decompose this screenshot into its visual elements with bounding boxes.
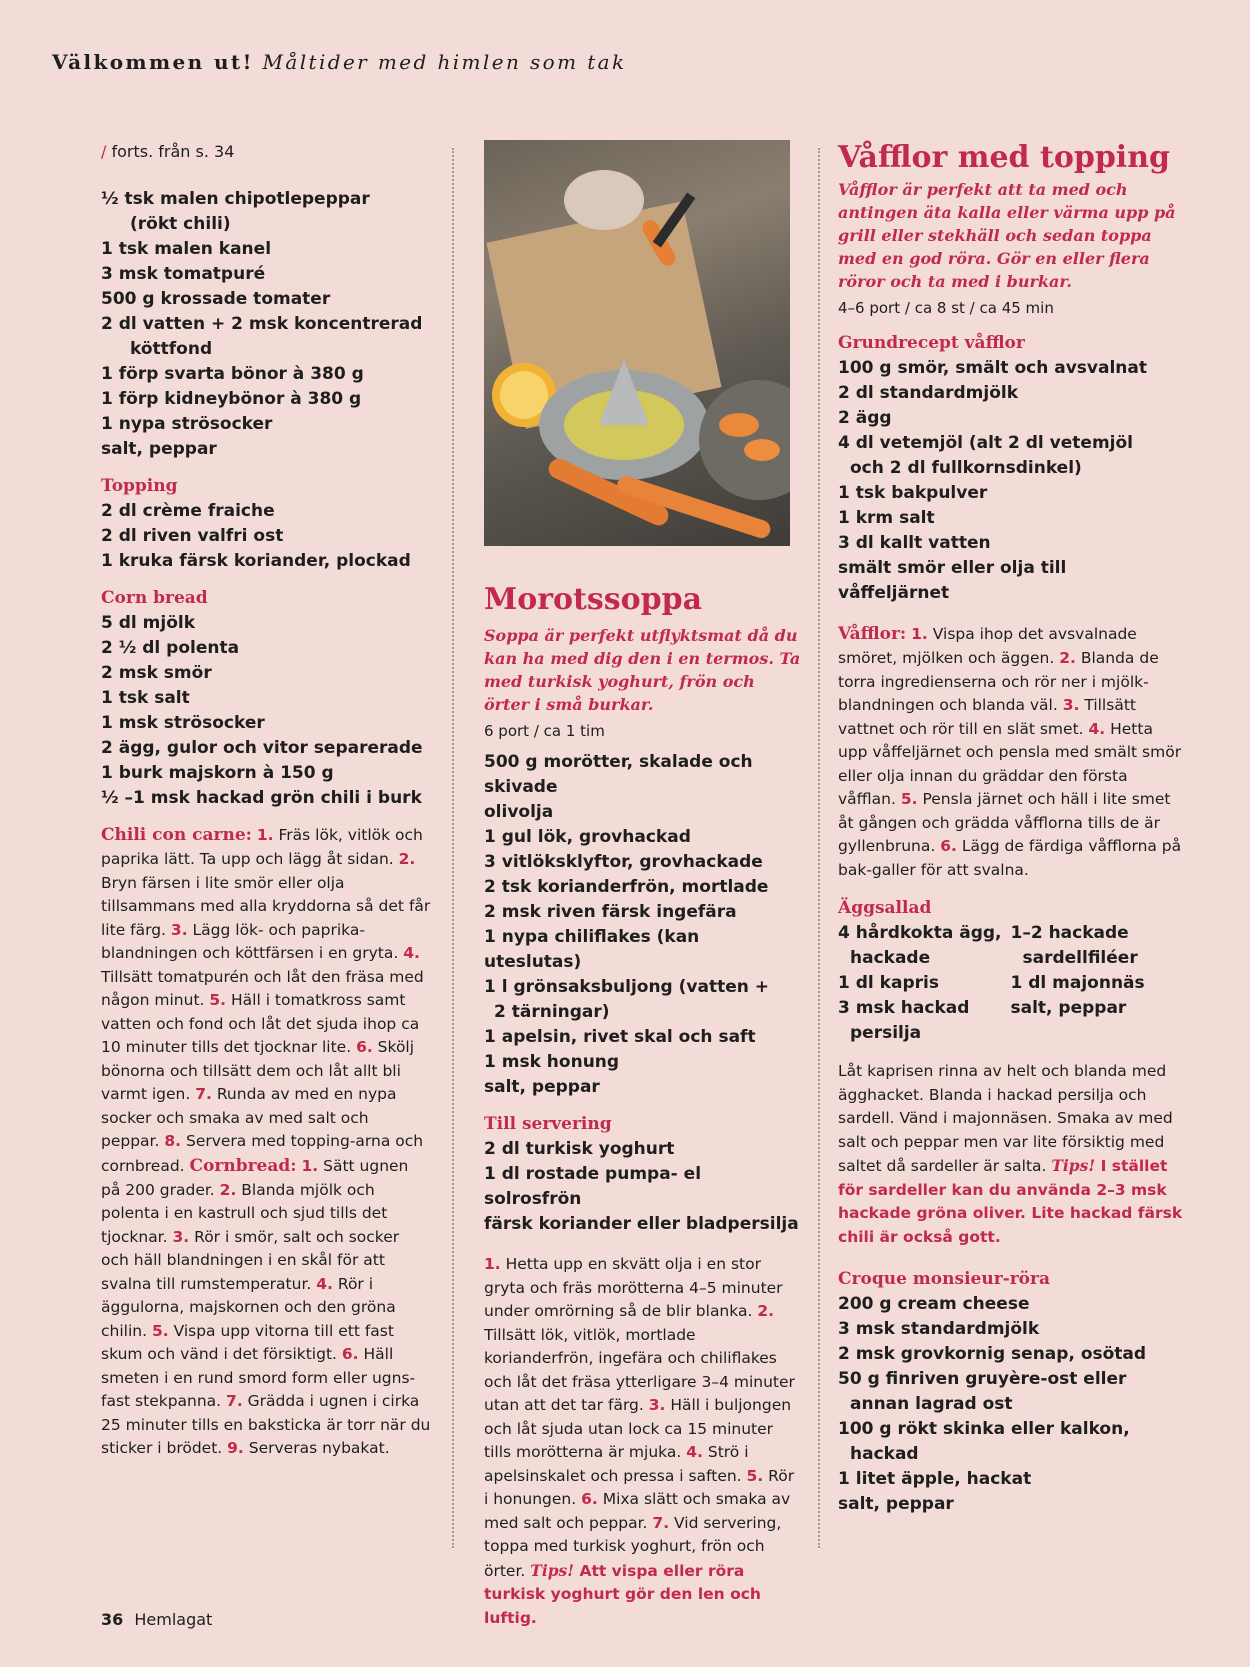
ingredient: olivolja xyxy=(484,802,554,822)
ingredient: 2 dl turkisk yoghurt xyxy=(484,1139,675,1159)
ingredient: 3 msk standardmjölk xyxy=(838,1319,1040,1339)
ingredient: och 2 dl fullkornsdinkel) xyxy=(850,458,1082,478)
chili-recipe-column xyxy=(101,140,431,1461)
step-text: Vispa ihop det avsvalnade smöret, mjölken och äggen. xyxy=(838,625,1137,667)
ingredient: 2 dl standardmjölk xyxy=(838,383,1019,403)
ingredient: (rökt chili) xyxy=(130,214,231,234)
topping-ingredients xyxy=(101,499,431,574)
step-number: 1. xyxy=(911,625,928,643)
ingredient: färsk koriander eller bladpersilja xyxy=(484,1214,799,1234)
step-text: Lägg de färdiga våfflorna på bak-galler för att svalna. xyxy=(838,837,1182,879)
step-text: Tillsätt lök, vitlök, mortlade korianderfrön, ingefära och chiliflakes och låt det fräsa ytterligare 3–4 minuter utan att det tar färg. xyxy=(484,1325,795,1414)
ingredient: 4 dl vetemjöl (alt 2 dl vetemjöl xyxy=(838,433,1133,453)
ingredient: 1 tsk bakpulver xyxy=(838,483,988,503)
step-number: 5. xyxy=(746,1466,764,1485)
soup-ingredients xyxy=(484,750,802,1100)
serving-heading: Till servering xyxy=(484,1114,612,1134)
method-heading: Chili con carne: xyxy=(101,825,252,845)
step-number: 4. xyxy=(686,1443,703,1461)
method-text: Låt kaprisen rinna av helt och blanda med ägghacket. Blanda i hackad persilja och sardell. Vänd i majonnäsen. Smaka av med salt och peppar men var lite försiktig med saltet då sardeller är salta. xyxy=(838,1062,1173,1175)
step-text: Vispa upp vitorna till ett fast skum och vänd i det försiktigt. xyxy=(101,1321,394,1363)
step-number: 5. xyxy=(900,790,918,808)
ingredient: 2 dl crème fraiche xyxy=(101,501,275,521)
waffle-intro: Våfflor är perfekt att ta med och antingen äta kalla eller värma upp på grill eller stekhäll och sedan toppa med en god röra. Gör en eller flera röror och ta med i burkar. xyxy=(838,180,1176,291)
basic-waffle-heading: Grundrecept våfflor xyxy=(838,333,1025,353)
ingredient: 5 dl mjölk xyxy=(101,613,196,633)
step-text: Sätt ugnen på 200 grader. xyxy=(101,1156,409,1199)
ingredient: 1 msk honung xyxy=(484,1052,620,1072)
topping-heading: Topping xyxy=(101,476,178,496)
step-number: 7. xyxy=(195,1085,212,1103)
step-number: 1. xyxy=(484,1255,501,1273)
carrot-soup-column xyxy=(484,140,802,1630)
waffle-method xyxy=(838,622,1183,882)
step-text: Rör i äggulorna, majskornen och den gröna chilin. xyxy=(101,1274,396,1340)
step-text: Vid servering, toppa med turkisk yoghurt, frön och örter. xyxy=(484,1513,782,1580)
ingredient: 200 g cream cheese xyxy=(838,1294,1030,1314)
croque-heading: Croque monsieur-röra xyxy=(838,1269,1050,1289)
step-number: 2. xyxy=(219,1180,237,1199)
ingredient: smält smör eller olja till våffeljärnet xyxy=(838,558,1067,603)
step-number: 5. xyxy=(151,1321,169,1340)
tips-label: Tips! xyxy=(530,1560,575,1580)
ingredient: 3 msk hackad xyxy=(838,998,970,1018)
step-number: 7. xyxy=(652,1513,670,1532)
chili-ingredients xyxy=(101,187,431,462)
ingredient: 1 gul lök, grovhackad xyxy=(484,827,691,847)
step-number: 2. xyxy=(1059,649,1076,667)
step-text: Hetta upp en skvätt olja i en stor gryta och fräs morötterna 4–5 minuter under omrörning så de blir blanka. xyxy=(484,1255,783,1320)
ingredient: persilja xyxy=(850,1023,922,1043)
step-number: 6. xyxy=(940,837,957,855)
step-number: 5. xyxy=(209,991,227,1009)
step-text: Häll i buljongen och låt sjuda utan lock ca 15 minuter tills morötterna är mjuka. xyxy=(484,1396,792,1461)
step-number: 2. xyxy=(398,850,416,868)
step-text: Blanda de torra ingredienserna och rör ner i mjölk-blandningen och blanda väl. xyxy=(838,649,1159,714)
header-subtitle: Måltider med himlen som tak xyxy=(262,50,627,74)
ingredient: 1 krm salt xyxy=(838,508,935,528)
step-text: Serveras nybakat. xyxy=(243,1439,390,1457)
step-text: Skölj bönorna och tillsätt dem och låt allt bli varmt igen. xyxy=(101,1038,415,1103)
step-text: Grädda i ugnen i cirka 25 minuter tills en baksticka är torr när du sticker i brödet. xyxy=(101,1392,431,1457)
tips-label: Tips! xyxy=(1051,1156,1096,1175)
ingredient: 3 msk tomatpuré xyxy=(101,264,266,284)
cornbread-heading: Corn bread xyxy=(101,588,208,608)
soup-method xyxy=(484,1253,802,1630)
waffle-meta: 4–6 port / ca 8 st / ca 45 min xyxy=(838,299,1054,317)
ingredient: 50 g finriven gruyère-ost eller xyxy=(838,1369,1127,1389)
step-number: 4. xyxy=(1088,719,1106,738)
method-heading: Cornbread: xyxy=(189,1155,297,1176)
tips-text: I stället för sardeller kan du använda 2–3 msk hackade gröna oliver. Lite hackad färsk chili är också gott. xyxy=(838,1157,1183,1246)
ingredient: 1 dl kapris xyxy=(838,973,939,993)
column-divider xyxy=(452,148,454,1548)
step-number: 4. xyxy=(316,1274,333,1293)
soup-intro: Soppa är perfekt utflyktsmat då du kan ha med dig den i en termos. Ta med turkisk yoghurt, frön och örter i små burkar. xyxy=(484,626,801,714)
step-text: Tillsätt vattnet och rör till en slät smet. xyxy=(838,696,1136,738)
ingredient: 2 ½ dl polenta xyxy=(101,638,240,658)
step-number: 3. xyxy=(172,1227,190,1246)
ingredient: salt, peppar xyxy=(1010,998,1127,1018)
ingredient: 1 kruka färsk koriander, plockad xyxy=(101,551,411,571)
step-text: Lägg lök- och paprika-blandningen och köttfärsen i en gryta. xyxy=(101,920,404,962)
ingredient: 2 dl vatten + 2 msk koncentrerad xyxy=(101,314,423,334)
step-text: Rör i smör, salt och socker och häll blandningen i en skål för att svalna till rumstemperatur. xyxy=(101,1227,400,1293)
ingredient: 2 ägg, gulor och vitor separerade xyxy=(101,738,423,758)
step-text: Häll i tomatkross samt vatten och fond och låt det sjuda ihop ca 10 minuter tills det tjocknar lite. xyxy=(101,991,420,1056)
ingredient: 2 msk smör xyxy=(101,663,212,683)
waffle-recipe-column xyxy=(838,140,1183,1517)
page-number: 36 xyxy=(101,1610,124,1629)
recipe-photo xyxy=(484,140,790,546)
ingredient: 100 g smör, smält och avsvalnat xyxy=(838,358,1147,378)
ingredient: 1 nypa chiliflakes (kan uteslutas) xyxy=(484,927,700,972)
step-number: 6. xyxy=(356,1038,373,1056)
method-heading: Våfflor: xyxy=(838,624,907,644)
ingredient: 1 dl majonnäs xyxy=(1010,973,1145,993)
step-text: Blanda mjölk och polenta i en kastrull och sjud tills det tjocknar. xyxy=(101,1180,388,1246)
ingredient: köttfond xyxy=(130,339,213,359)
step-text: Fräs lök, vitlök och paprika lätt. Ta upp och lägg åt sidan. xyxy=(101,826,423,868)
header-title: Välkommen ut! xyxy=(52,50,254,74)
step-number: 7. xyxy=(226,1392,243,1410)
chili-method xyxy=(101,823,431,1461)
waffle-title: Våfflor med topping xyxy=(838,140,1170,175)
step-text: Runda av med en nypa socker och smaka av med salt och peppar. xyxy=(101,1085,397,1150)
step-number: 6. xyxy=(341,1345,359,1363)
serving-ingredients xyxy=(484,1137,802,1237)
ingredient: 500 g krossade tomater xyxy=(101,289,331,309)
step-number: 6. xyxy=(581,1490,598,1508)
ingredient: 1 msk strösocker xyxy=(101,713,265,733)
ingredient: 1 tsk malen kanel xyxy=(101,239,272,259)
waffle-ingredients xyxy=(838,356,1183,606)
step-text: Tillsätt tomatpurén och låt den fräsa med någon minut. xyxy=(101,967,424,1009)
step-number: 3. xyxy=(648,1396,666,1414)
continued-note: / forts. från s. 34 xyxy=(101,142,235,161)
step-text: Strö i apelsinskalet och pressa i saften. xyxy=(484,1443,749,1485)
step-number: 4. xyxy=(403,944,420,962)
magazine-name: Hemlagat xyxy=(134,1610,213,1629)
step-number: 3. xyxy=(170,920,188,939)
ingredient: 2 ägg xyxy=(838,408,892,428)
page-footer xyxy=(101,1610,212,1629)
ingredient: 1 litet äpple, hackat xyxy=(838,1469,1032,1489)
step-number: 3. xyxy=(1062,696,1080,714)
egg-salad-method xyxy=(838,1060,1183,1249)
step-number: 9. xyxy=(227,1439,244,1457)
step-text: Pensla järnet och häll i lite smet åt gången och grädda våfflorna tills de är gyllenbruna. xyxy=(838,790,1171,855)
ingredient: 1 förp svarta bönor à 380 g xyxy=(101,364,364,384)
step-text: Servera med topping-arna och cornbread. xyxy=(101,1132,424,1175)
egg-salad-ingredients xyxy=(838,921,1183,1046)
egg-salad-heading: Äggsallad xyxy=(838,898,932,918)
ingredient: ½ –1 msk hackad grön chili i burk xyxy=(101,788,422,808)
soup-title: Morotssoppa xyxy=(484,582,703,617)
step-text: Mixa slätt och smaka av med salt och peppar. xyxy=(484,1490,791,1532)
soup-meta: 6 port / ca 1 tim xyxy=(484,722,605,740)
cornbread-ingredients xyxy=(101,611,431,811)
ingredient: 2 tärningar) xyxy=(494,1002,610,1022)
ingredient: 1 tsk salt xyxy=(101,688,190,708)
column-divider xyxy=(818,148,820,1548)
step-number: 2. xyxy=(757,1302,775,1320)
ingredient: 1 apelsin, rivet skal och saft xyxy=(484,1027,756,1047)
ingredient: salt, peppar xyxy=(484,1077,600,1097)
ingredient: hackade xyxy=(850,948,931,968)
step-text: Häll smeten i en rund smord form eller ugns-fast stekpanna. xyxy=(101,1345,416,1410)
ingredient: 2 tsk korianderfrön, mortlade xyxy=(484,877,769,897)
step-number: 8. xyxy=(164,1132,182,1150)
page-header xyxy=(52,50,627,74)
ingredient: 1 nypa strösocker xyxy=(101,414,273,434)
ingredient: salt, peppar xyxy=(101,439,217,459)
step-text: Rör i honungen. xyxy=(484,1466,795,1508)
ingredient: salt, peppar xyxy=(838,1494,954,1514)
step-text: Bryn färsen i lite smör eller olja tillsammans med alla kryddorna så det får lite färg. xyxy=(101,873,431,939)
ingredient: annan lagrad ost xyxy=(850,1394,1013,1414)
step-number: 1. xyxy=(256,826,274,844)
ingredient: 3 dl kallt vatten xyxy=(838,533,991,553)
croque-ingredients xyxy=(838,1292,1183,1517)
ingredient: 1 burk majskorn à 150 g xyxy=(101,763,334,783)
ingredient: 500 g morötter, skalade och skivade xyxy=(484,752,753,797)
step-text: Hetta upp våffeljärnet och pensla med smält smör eller olja innan du gräddar den första våfflan. xyxy=(838,719,1182,808)
ingredient: 1–2 hackade xyxy=(1010,923,1129,943)
ingredient: 1 förp kidneybönor à 380 g xyxy=(101,389,362,409)
carrot-juicer-illustration xyxy=(484,140,790,546)
ingredient: hackad xyxy=(850,1444,919,1464)
ingredient: sardellfiléer xyxy=(1022,948,1138,968)
step-number: 1. xyxy=(301,1156,319,1175)
ingredient: 4 hårdkokta ägg, xyxy=(838,923,1002,943)
ingredient: 1 dl rostade pumpa- el solrosfrön xyxy=(484,1164,702,1209)
tips-text: Att vispa eller röra turkisk yoghurt gör den len och luftig. xyxy=(484,1561,761,1627)
ingredient: 100 g rökt skinka eller kalkon, xyxy=(838,1419,1130,1439)
ingredient: 2 dl riven valfri ost xyxy=(101,526,284,546)
ingredient: 2 msk riven färsk ingefära xyxy=(484,902,737,922)
ingredient: 1 l grönsaksbuljong (vatten + xyxy=(484,977,770,997)
ingredient: 2 msk grovkornig senap, osötad xyxy=(838,1344,1147,1364)
ingredient: ½ tsk malen chipotlepeppar xyxy=(101,189,370,209)
ingredient: 3 vitlöksklyftor, grovhackade xyxy=(484,852,763,872)
